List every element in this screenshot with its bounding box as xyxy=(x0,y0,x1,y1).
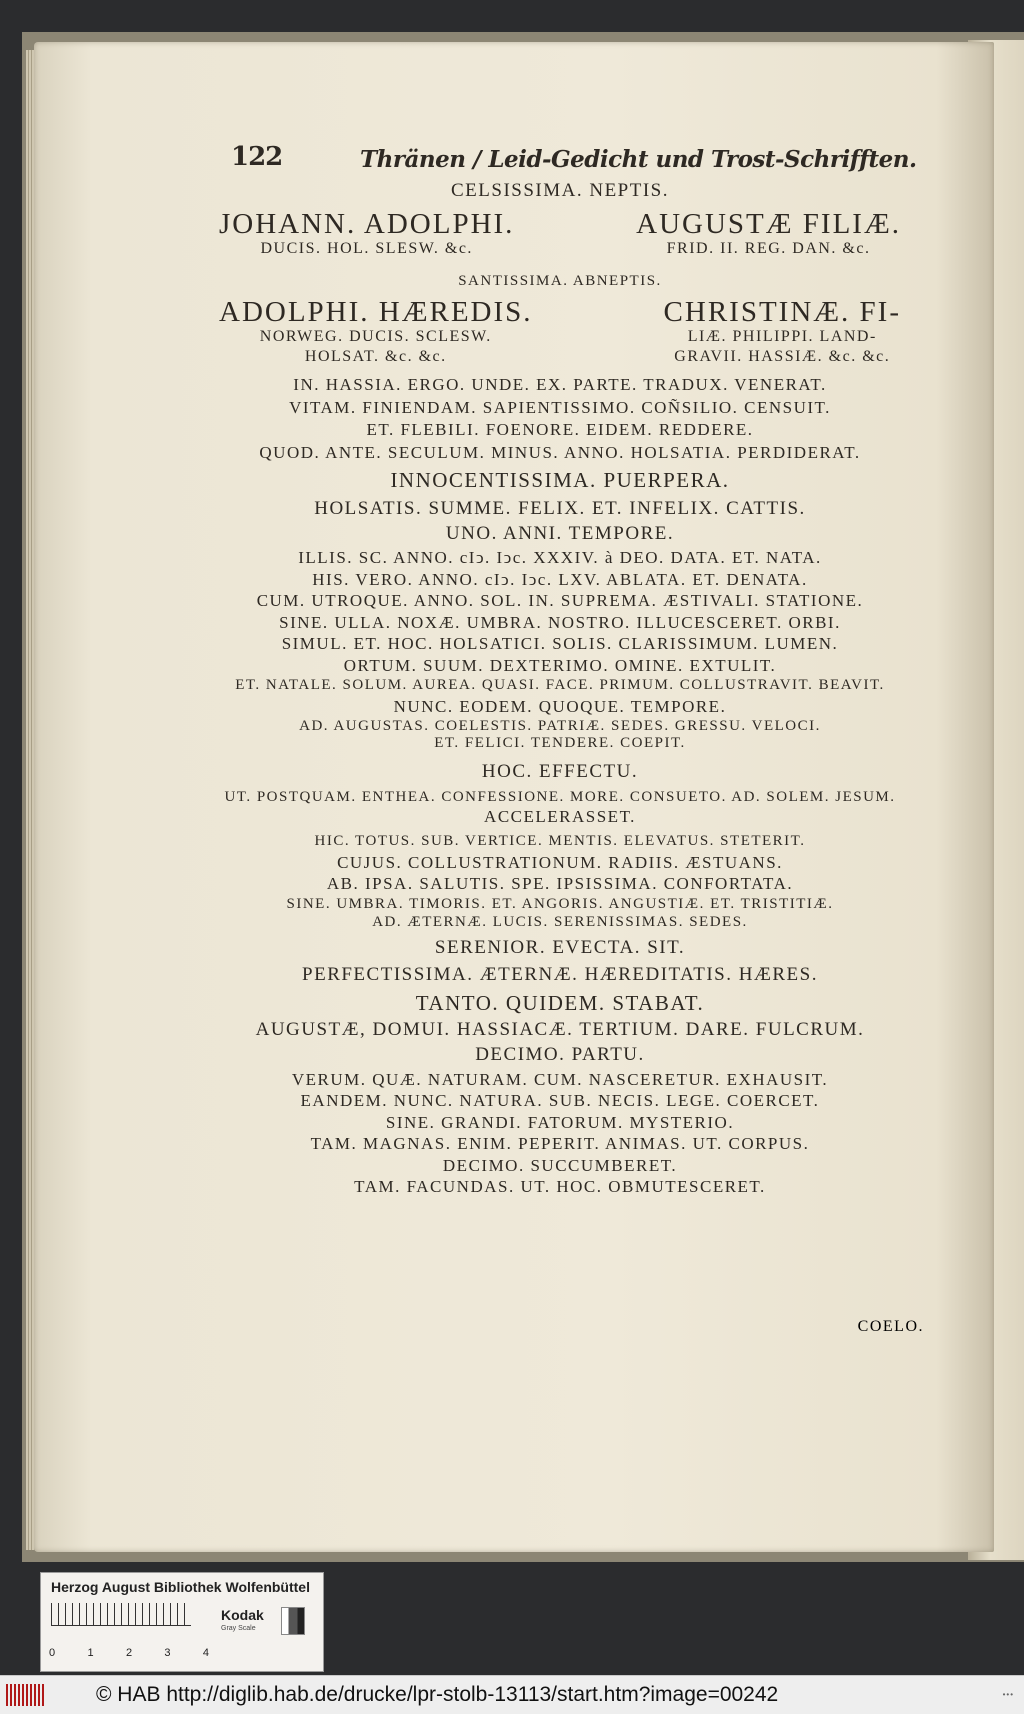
name-left xyxy=(219,207,515,259)
footer-bar xyxy=(0,1675,1024,1714)
inscription-line: ET. FELICI. TENDERE. COEPIT. xyxy=(434,735,686,752)
inscription-line: HOC. EFFECTU. xyxy=(481,760,639,782)
inscription-line: QUOD. ANTE. SECULUM. MINUS. ANNO. HOLSATIA. PERDIDERAT. xyxy=(259,442,861,462)
name-left xyxy=(219,298,533,367)
inscription-line: CUJUS. COLLUSTRATIONUM. RADIIS. ÆSTUANS. xyxy=(337,852,783,872)
footer-credit-link[interactable]: © HAB http://diglib.hab.de/drucke/lpr-stolb-13113/start.htm?image=00242 xyxy=(96,1683,779,1706)
inscription-line: SANTISSIMA. ABNEPTIS. xyxy=(458,272,662,289)
inscription-line: SINE. ULLA. NOXÆ. UMBRA. NOSTRO. ILLUCESCERET. ORBI. xyxy=(279,612,841,632)
ruler-number: 0 xyxy=(49,1647,56,1659)
inscription-line: HIS. VERO. ANNO. cIↄ. Iↄc. LXV. ABLATA. ET. DENATA. xyxy=(312,569,808,589)
inscription-line: SIMUL. ET. HOC. HOLSATICI. SOLIS. CLARISSIMUM. LUMEN. xyxy=(281,634,839,654)
ruler-number: 4 xyxy=(202,1647,209,1659)
gray-scale-swatch xyxy=(281,1607,305,1635)
page-number: 122 xyxy=(231,142,283,172)
inscription-line: HOLSATIS. SUMME. FELIX. ET. INFELIX. CATTIS. xyxy=(314,498,806,520)
running-title: Thränen / Leid-Gedicht und Trost-Schrifften. xyxy=(360,146,917,173)
name-left-big: JOHANN. ADOLPHI. xyxy=(219,207,515,240)
inscription-line: IN. HASSIA. ERGO. UNDE. EX. PARTE. TRADUX. VENERAT. xyxy=(293,375,827,395)
name-right-small: FRID. II. REG. DAN. &c. xyxy=(666,239,871,257)
inscription-line: DECIMO. PARTU. xyxy=(475,1043,645,1065)
inscription-line: SERENIOR. EVECTA. SIT. xyxy=(434,937,686,959)
inscription-line: AB. IPSA. SALUTIS. SPE. IPSISSIMA. CONFORTATA. xyxy=(326,874,794,894)
inscription-line: VITAM. FINIENDAM. SAPIENTISSIMO. COÑSILIO. CENSUIT. xyxy=(289,397,831,417)
inscription-line: ILLIS. SC. ANNO. cIↄ. Iↄc. XXXIV. à DEO. DATA. ET. NATA. xyxy=(298,548,822,568)
inscription-line: UT. POSTQUAM. ENTHEA. CONFESSIONE. MORE. CONSUETO. AD. SOLEM. JESUM. xyxy=(224,788,896,805)
inscription-line: SINE. GRANDI. FATORUM. MYSTERIO. xyxy=(385,1112,735,1132)
hab-logo-icon xyxy=(6,1684,46,1706)
inscription-line: EANDEM. NUNC. NATURA. SUB. NECIS. LEGE. COERCET. xyxy=(300,1091,820,1111)
inscription-line: DECIMO. SUCCUMBERET. xyxy=(442,1155,678,1175)
catchword: COELO. xyxy=(857,1318,924,1335)
library-name: Herzog August Bibliothek Wolfenbüttel xyxy=(51,1579,310,1595)
kodak-logo: Kodak xyxy=(221,1607,264,1623)
inscription-line: NUNC. EODEM. QUOQUE. TEMPORE. xyxy=(393,696,727,716)
inscription-line: AUGUSTÆ, DOMUI. HASSIACÆ. TERTIUM. DARE. FULCRUM. xyxy=(255,1019,865,1040)
name-right-small: GRAVII. HASSIÆ. &c. &c. xyxy=(674,348,891,366)
inscription-line: SINE. UMBRA. TIMORIS. ET. ANGORIS. ANGUSTIÆ. ET. TRISTITIÆ. xyxy=(286,895,834,912)
gray-scale-label: Gray Scale xyxy=(221,1625,256,1632)
inscription-line: ACCELERASSET. xyxy=(484,806,636,826)
scan-color-label xyxy=(40,1572,324,1672)
inscription-line: CELSISSIMA. NEPTIS. xyxy=(451,180,669,201)
inscription-line: PERFECTISSIMA. ÆTERNÆ. HÆREDITATIS. HÆRES. xyxy=(302,964,818,986)
name-right xyxy=(636,207,901,259)
inscription-line: ORTUM. SUUM. DEXTERIMO. OMINE. EXTULIT. xyxy=(343,655,777,675)
ruler-number: 2 xyxy=(125,1647,133,1659)
inscription-line: TAM. MAGNAS. ENIM. PEPERIT. ANIMAS. UT. CORPUS. xyxy=(310,1134,810,1154)
inscription-line: ET. NATALE. SOLUM. AUREA. QUASI. FACE. PRIMUM. COLLUSTRAVIT. BEAVIT. xyxy=(235,677,885,694)
inscription-line: AD. ÆTERNÆ. LUCIS. SERENISSIMAS. SEDES. xyxy=(372,913,748,930)
name-pair xyxy=(215,298,905,367)
ruler-numbers xyxy=(49,1647,209,1659)
name-right-small: LIÆ. PHILIPPI. LAND- xyxy=(687,328,877,346)
page-header xyxy=(215,130,917,178)
inscription-line: TANTO. QUIDEM. STABAT. xyxy=(415,990,705,1015)
name-left-big: ADOLPHI. HÆREDIS. xyxy=(219,296,533,329)
footer-dots: ••• xyxy=(1002,1690,1014,1699)
ruler-number: 1 xyxy=(87,1647,94,1659)
page-content xyxy=(215,130,917,1197)
inscription-line: ET. FLEBILI. FOENORE. EIDEM. REDDERE. xyxy=(366,420,754,440)
scale-ruler xyxy=(51,1603,191,1626)
name-right-big: AUGUSTÆ FILIÆ. xyxy=(636,207,901,240)
name-left-small: DUCIS. HOL. SLESW. &c. xyxy=(260,239,473,257)
name-right-big: CHRISTINÆ. FI- xyxy=(663,296,901,329)
inscription-line: CUM. UTROQUE. ANNO. SOL. IN. SUPREMA. ÆSTIVALI. STATIONE. xyxy=(256,591,864,611)
name-pair xyxy=(215,207,905,259)
name-left-small: HOLSAT. &c. &c. xyxy=(304,348,447,366)
inscription-line: VERUM. QUÆ. NATURAM. CUM. NASCERETUR. EXHAUSIT. xyxy=(291,1069,829,1089)
inscription-line: TAM. FACUNDAS. UT. HOC. OBMUTESCERET. xyxy=(354,1177,766,1197)
name-left-small: NORWEG. DUCIS. SCLESW. xyxy=(259,328,492,346)
ruler-number: 3 xyxy=(164,1647,171,1659)
inscription-line: HIC. TOTUS. SUB. VERTICE. MENTIS. ELEVATUS. STETERIT. xyxy=(314,833,806,850)
inscription-line: AD. AUGUSTAS. COELESTIS. PATRIÆ. SEDES. GRESSU. VELOCI. xyxy=(299,718,821,735)
inscription-line: UNO. ANNI. TEMPORE. xyxy=(445,523,675,545)
name-right xyxy=(664,298,901,367)
inscription-line: INNOCENTISSIMA. PUERPERA. xyxy=(390,468,730,493)
